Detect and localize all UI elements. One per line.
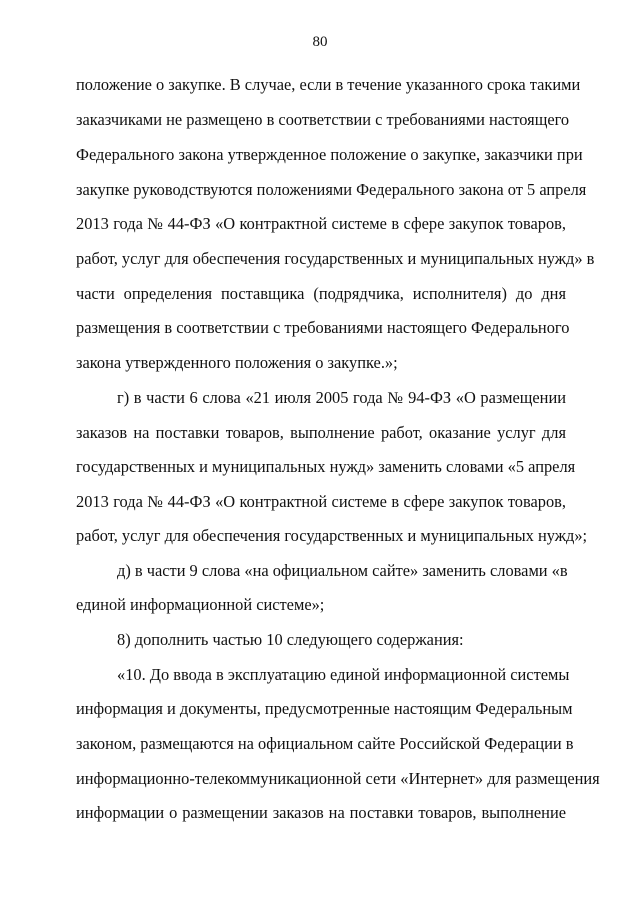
- text-line: размещения в соответствии с требованиями настоящего Федерального: [76, 318, 570, 337]
- text-line: г) в части 6 слова «21 июля 2005 года № 94-ФЗ «О размещении: [117, 388, 566, 407]
- text-line: информационно-телекоммуникационной сети «Интернет» для размещения: [76, 769, 600, 788]
- page-number: 80: [312, 34, 328, 50]
- text-line: Федерального закона утвержденное положение о закупке, заказчики при: [76, 145, 583, 164]
- text-line: государственных и муниципальных нужд» заменить словами «5 апреля: [76, 457, 576, 476]
- text-line: закупке руководствуются положениями Федерального закона от 5 апреля: [76, 180, 587, 199]
- text-line: закона утвержденного положения о закупке.»;: [76, 353, 398, 372]
- text-line: работ, услуг для обеспечения государственных и муниципальных нужд» в: [76, 249, 595, 268]
- text-line: заказов на поставки товаров, выполнение работ, оказание услуг для: [76, 423, 566, 442]
- text-line: «10. До ввода в эксплуатацию единой информационной системы: [117, 665, 570, 684]
- text-line: законом, размещаются на официальном сайте Российской Федерации в: [76, 734, 574, 753]
- text-line: информация и документы, предусмотренные настоящим Федеральным: [76, 699, 573, 718]
- text-line: части определения поставщика (подрядчика, исполнителя) до дня: [76, 284, 566, 303]
- text-line: д) в части 9 слова «на официальном сайте» заменить словами «в: [117, 561, 568, 580]
- text-line: 2013 года № 44-ФЗ «О контрактной системе в сфере закупок товаров,: [76, 492, 566, 511]
- text-line: положение о закупке. В случае, если в течение указанного срока такими: [76, 75, 581, 94]
- text-line: 8) дополнить частью 10 следующего содержания:: [117, 630, 464, 649]
- text-line: работ, услуг для обеспечения государственных и муниципальных нужд»;: [76, 526, 588, 545]
- text-line: единой информационной системе»;: [76, 595, 325, 614]
- text-line: заказчиками не размещено в соответствии с требованиями настоящего: [76, 110, 570, 129]
- text-line: информации о размещении заказов на поставки товаров, выполнение: [76, 803, 566, 822]
- text-line: 2013 года № 44-ФЗ «О контрактной системе в сфере закупок товаров,: [76, 214, 566, 233]
